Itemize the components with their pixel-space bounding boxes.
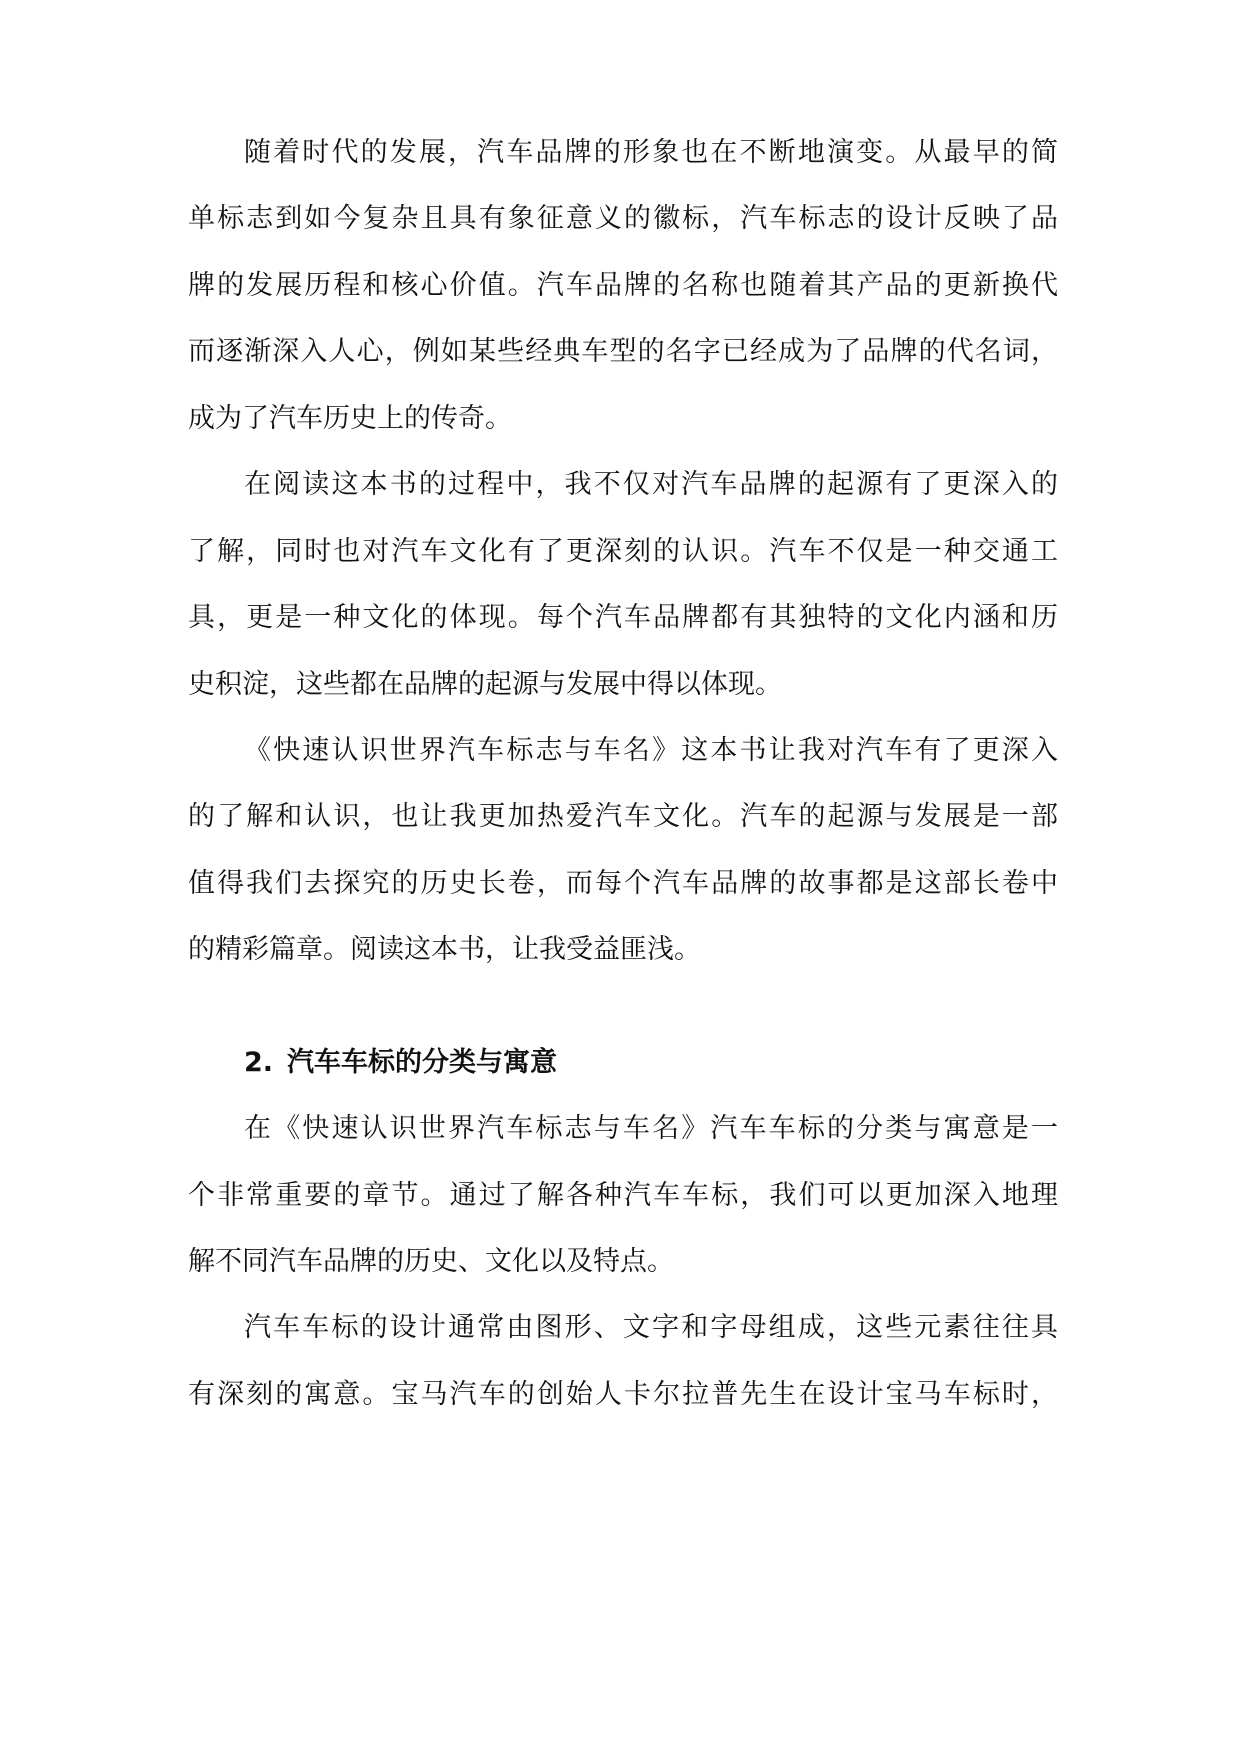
- section-heading: [244, 1043, 557, 1083]
- paragraph-line: 的精彩篇章。阅读这本书，让我受益匪浅。: [188, 934, 701, 965]
- paragraph-line: 具，更是一种文化的体现。每个汽车品牌都有其独特的文化内涵和历: [188, 602, 1058, 633]
- paragraph-line: 牌的发展历程和核心价值。汽车品牌的名称也随着其产品的更新换代: [188, 270, 1058, 301]
- paragraph-line: 解不同汽车品牌的历史、文化以及特点。: [188, 1246, 674, 1277]
- paragraph-line: 《快速认识世界汽车标志与车名》这本书让我对汽车有了更深入: [244, 735, 1058, 766]
- paragraph-line: 的了解和认识，也让我更加热爱汽车文化。汽车的起源与发展是一部: [188, 801, 1058, 832]
- section-title: 汽车车标的分类与寓意: [287, 1047, 558, 1078]
- paragraph-line: 而逐渐深入人心，例如某些经典车型的名字已经成为了品牌的代名词，: [188, 336, 1058, 367]
- paragraph-line: 了解，同时也对汽车文化有了更深刻的认识。汽车不仅是一种交通工: [188, 536, 1058, 567]
- paragraph-line: 成为了汽车历史上的传奇。: [188, 403, 512, 434]
- section-number: 2.: [244, 1047, 274, 1078]
- paragraph-line: 个非常重要的章节。通过了解各种汽车车标，我们可以更加深入地理: [188, 1180, 1058, 1211]
- paragraph-line: 汽车车标的设计通常由图形、文字和字母组成，这些元素往往具: [244, 1312, 1058, 1343]
- paragraph-line: 在阅读这本书的过程中，我不仅对汽车品牌的起源有了更深入的: [244, 469, 1058, 500]
- paragraph-line: 史积淀，这些都在品牌的起源与发展中得以体现。: [188, 669, 782, 700]
- paragraph-line: 值得我们去探究的历史长卷，而每个汽车品牌的故事都是这部长卷中: [188, 868, 1058, 899]
- paragraph-line: 单标志到如今复杂且具有象征意义的徽标，汽车标志的设计反映了品: [188, 203, 1058, 234]
- paragraph-line: 在《快速认识世界汽车标志与车名》汽车车标的分类与寓意是一: [244, 1113, 1058, 1144]
- paragraph-line: 有深刻的寓意。宝马汽车的创始人卡尔拉普先生在设计宝马车标时，: [188, 1379, 1058, 1410]
- paragraph-line: 随着时代的发展，汽车品牌的形象也在不断地演变。从最早的简: [244, 137, 1058, 168]
